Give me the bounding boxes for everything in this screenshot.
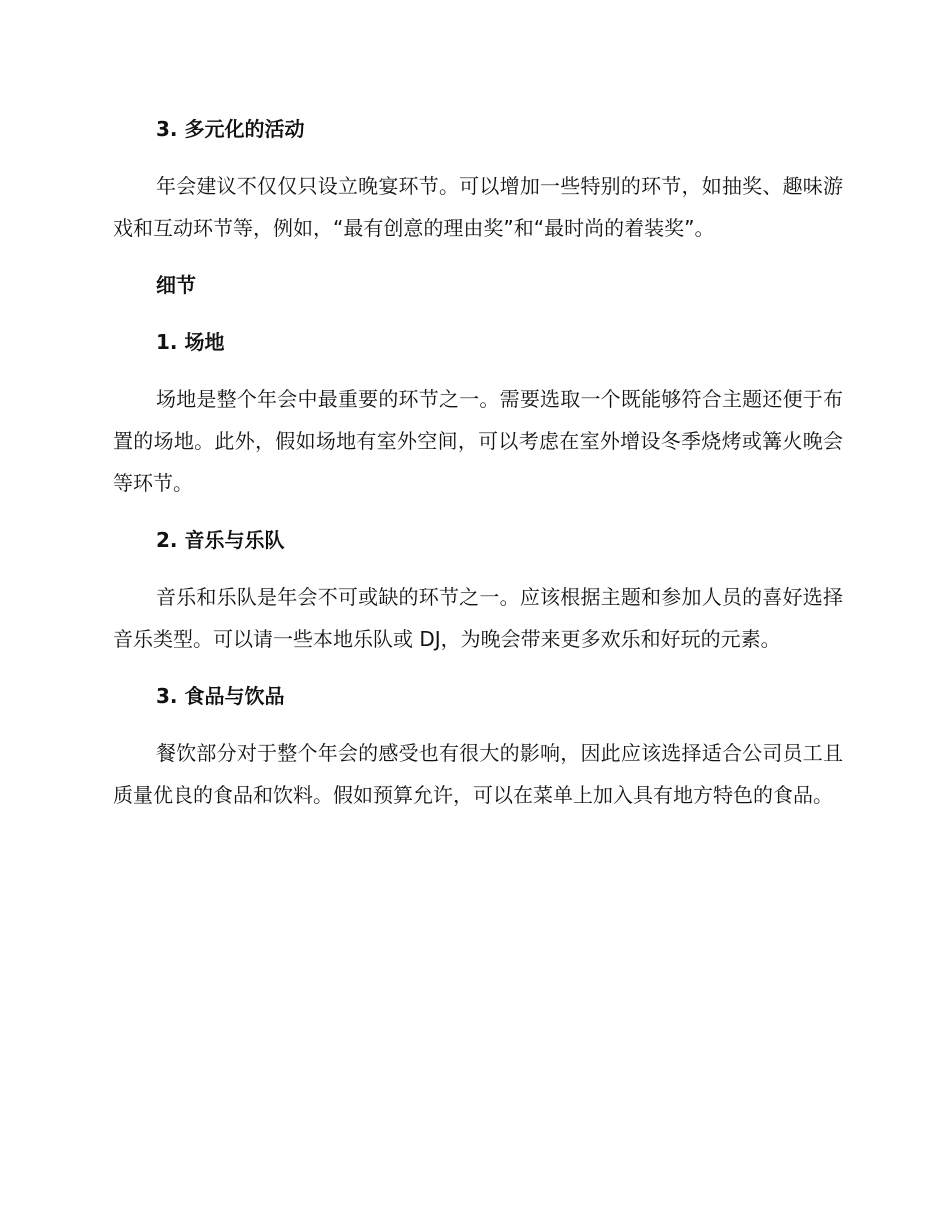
heading-food-drinks: 3. 食品与饮品: [156, 684, 285, 708]
paragraph-venue: 场地是整个年会中最重要的环节之一。需要选取一个既能够符合主题还便于布置的场地。此外，假如场地有室外空间，可以考虑在室外增设冬季烧烤或篝火晚会等环节。: [113, 387, 843, 495]
heading-details: 细节: [156, 273, 196, 297]
document-body: [113, 108, 843, 831]
heading-music-band: 2. 音乐与乐队: [156, 528, 285, 552]
paragraph-music-band: 音乐和乐队是年会不可或缺的环节之一。应该根据主题和参加人员的喜好选择音乐类型。可以请一些本地乐队或 DJ，为晚会带来更多欢乐和好玩的元素。: [113, 585, 843, 651]
paragraph-food-drinks: 餐饮部分对于整个年会的感受也有很大的影响，因此应该选择适合公司员工且质量优良的食品和饮料。假如预算允许，可以在菜单上加入具有地方特色的食品。: [113, 741, 843, 807]
paragraph-diverse-activities: 年会建议不仅仅只设立晚宴环节。可以增加一些特别的环节，如抽奖、趣味游戏和互动环节等，例如，“最有创意的理由奖”和“最时尚的着装奖”。: [113, 174, 843, 240]
heading-venue: 1. 场地: [156, 330, 225, 354]
heading-diverse-activities: 3. 多元化的活动: [156, 117, 305, 141]
